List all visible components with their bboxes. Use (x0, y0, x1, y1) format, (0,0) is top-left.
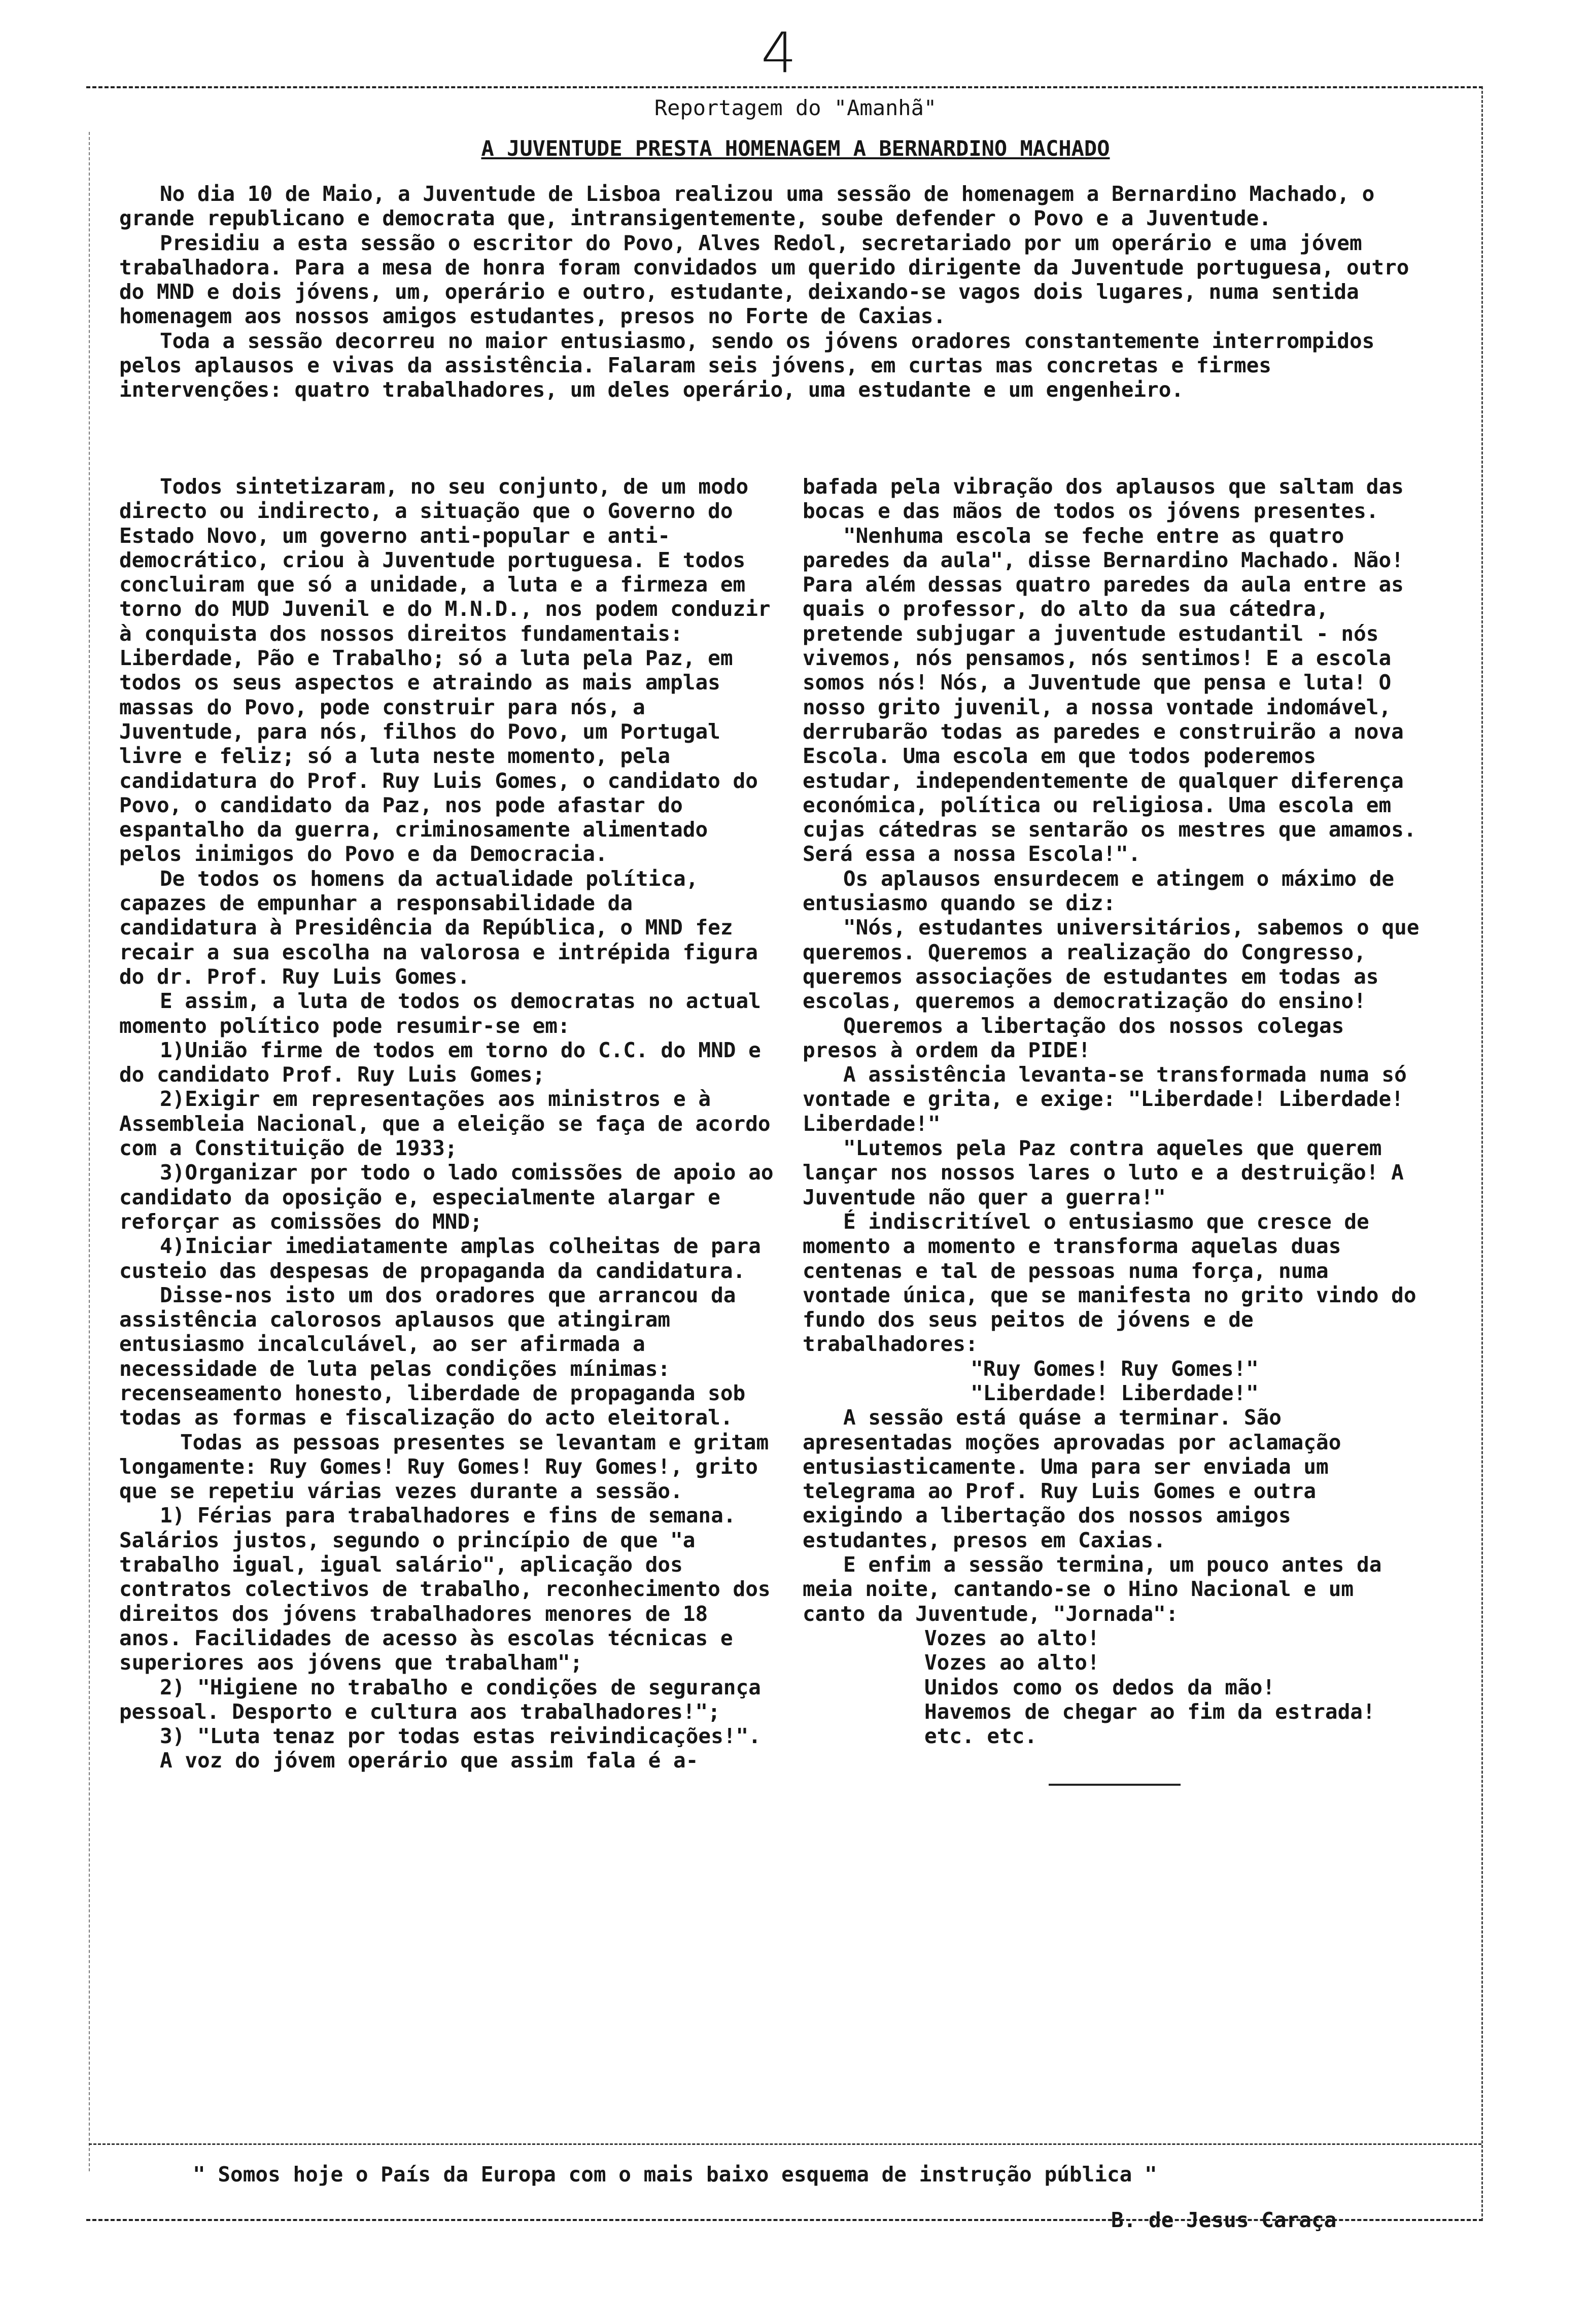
paragraph: E assim, a luta de todos os democratas no actual momento político pode resumir-se em: (119, 989, 761, 1038)
article-intro (119, 182, 1438, 402)
list-item: 3)Organizar por todo o lado comissões de apoio ao candidato da oposição e, especialmente alargar e reforçar as comissões do MND; (119, 1160, 774, 1234)
article-kicker: Reportagem do "Amanhã" (654, 95, 937, 120)
demand-item: 2) "Higiene no trabalho e condições de segurança pessoal. Desporto e cultura aos trabalhadores!"; (119, 1675, 761, 1724)
intro-paragraph: Presidiu a esta sessão o escritor do Povo, Alves Redol, secretariado por um operário e uma jóvem trabalhadora. Para a mesa de honra foram convidados um querido dirigente da Juventude portuguesa, outro do MND e dois jóvens, um, operário e outro, estudante, deixando-se vagos dois lugares, numa sentida homenagem aos nossos amigos estudantes, presos no Forte de Caxias. (119, 230, 1409, 329)
slogan-line: "Ruy Gomes! Ruy Gomes!" (971, 1356, 1259, 1381)
article-headline: A JUVENTUDE PRESTA HOMENAGEM A BERNARDINO MACHADO (481, 136, 1110, 161)
footer-author: B. de Jesus Caraça (1111, 2208, 1337, 2232)
end-rule (1049, 1784, 1181, 1786)
paragraph: A voz do jóvem operário que assim fala é a- (160, 1748, 699, 1773)
slogan-line: "Liberdade! Liberdade!" (971, 1380, 1259, 1405)
verse-line: Vozes ao alto! (924, 1625, 1100, 1650)
paragraph: A assistência levanta-se transformada numa só vontade e grita, e exige: "Liberdade! Liberdade! Liberdade!" (803, 1062, 1407, 1136)
list-item: 1)União firme de todos em torno do C.C. do MND e do candidato Prof. Ruy Luis Gomes; (119, 1037, 761, 1087)
paragraph: "Lutemos pela Paz contra aqueles que querem lançar nos nossos lares o luto e a destruição! A Juventude não quer a guerra!" (803, 1136, 1404, 1209)
slogans (803, 1357, 1427, 1406)
paragraph: É indiscritível o entusiasmo que cresce de momento a momento e transforma aquelas duas centenas e tal de pessoas numa força, numa vontade única, que se manifesta no grito vindo do fundo dos seus peitos de jóvens e de trabalhadores: (803, 1209, 1416, 1357)
footer-quote: " Somos hoje o País da Europa com o mais baixo esquema de instrução pública " (193, 2162, 1157, 2187)
paragraph: Queremos a libertação dos nossos colegas presos à ordem da PIDE! (803, 1013, 1344, 1062)
paragraph: "Nenhuma escola se feche entre as quatro paredes da aula", disse Bernardino Machado. Não! Para além dessas quatro paredes da aula entre as quais o professor, do alto da sua cátedra, pretende subjugar a juventude estudantil - nós vivemos, nós pensamos, nós sentimos! E a escola somos nós! Nós, a Juventude que pensa e luta! O nosso grito juvenil, a nossa vontade indomável, derrubarão todas as paredes e construirão a nova Escola. Uma escola em que todos poderemos estudar, independentemente de qualquer diferença económica, política ou religiosa. Uma escola em cujas cátedras se sentarão os mestres que amamos. Será essa a nossa Escola!". (803, 523, 1416, 866)
verse-line: Unidos como os dedos da mão! (924, 1675, 1275, 1699)
paragraph: Disse-nos isto um dos oradores que arrancou da assistência calorosos aplausos que atingiram entusiasmo incalculável, ao ser afirmada a necessidade de luta pelas condições mínimas: recenseamento honesto, liberdade de propaganda sob todas as formas e fiscalização do acto eleitoral. (119, 1282, 746, 1430)
list-item: 2)Exigir em representações aos ministros e à Assembleia Nacional, que a eleição se faça de acordo com a Constituição de 1933; (119, 1087, 771, 1161)
paragraph: De todos os homens da actualidade política, capazes de empunhar a responsabilidade da candidatura à Presidência da República, o MND fez recair a sua escolha na valorosa e intrépida figura do dr. Prof. Ruy Luis Gomes. (119, 866, 758, 989)
paragraph: Todos sintetizaram, no seu conjunto, de um modo directo ou indirecto, a situação que o Governo do Estado Novo, um governo anti-popular e anti-democrático, criou à Juventude portuguesa. E todos concluiram que só a unidade, a luta e a firmeza em torno do MUD Juvenil e do M.N.D., nos podem conduzir à conquista dos nossos direitos fundamentais: Liberdade, Pão e Trabalho; só a luta pela Paz, em todos os seus aspectos e atraindo as mais amplas massas do Povo, pode construir para nós, a Juventude, para nós, filhos do Povo, um Portugal livre e feliz; só a luta neste momento, pela candidatura do Prof. Ruy Luis Gomes, o candidato do Povo, o candidato da Paz, nos pode afastar do espantalho da guerra, criminosamente alimentado pelos inimigos do Povo e da Democracia. (119, 474, 771, 866)
frame-left-border (89, 132, 90, 2171)
footer-divider (89, 2143, 1481, 2145)
paragraph: Todas as pessoas presentes se levantam e gritam longamente: Ruy Gomes! Ruy Gomes! Ruy Gomes!, grito que se repetiu várias vezes durante a sessão. (119, 1430, 769, 1504)
verse-line: Vozes ao alto! (924, 1650, 1100, 1675)
verse-line: Havemos de chegar ao fim da estrada! etc. etc. (924, 1699, 1375, 1749)
list-item: 4)Iniciar imediatamente amplas colheitas de para custeio das despesas de propaganda da candidatura. (119, 1234, 761, 1283)
demand-item: 1) Férias para trabalhadores e fins de semana. Salários justos, segundo o princípio de que "a trabalho igual, igual salário", aplicação dos contratos colectivos de trabalho, reconhecimento dos direitos dos jóvens trabalhadores menores de 18 anos. Facilidades de acesso às escolas técnicas e superiores aos jóvens que trabalham"; (119, 1503, 771, 1675)
left-column (119, 474, 779, 1773)
intro-paragraph: Toda a sessão decorreu no maior entusiasmo, sendo os jóvens oradores constantemente interrompidos pelos aplausos e vivas da assistência. Falaram seis jóvens, em curtas mas concretas e firmes intervenções: quatro trabalhadores, um deles operário, uma estudante e um engenheiro. (119, 328, 1375, 402)
song-verse (803, 1626, 1427, 1748)
paragraph: "Nós, estudantes universitários, sabemos o que queremos. Queremos a realização do Congresso, queremos associações de estudantes em todas as escolas, queremos a democratização do ensino! (803, 915, 1420, 1014)
demand-item: 3) "Luta tenaz por todas estas reivindicações!". (160, 1724, 761, 1749)
page-number: 4 (761, 20, 797, 85)
intro-paragraph: No dia 10 de Maio, a Juventude de Lisboa realizou uma sessão de homenagem a Bernardino Machado, o grande republicano e democrata que, intransigentemente, soube defender o Povo e a Juventude. (119, 182, 1375, 231)
paragraph: E enfim a sessão termina, um pouco antes da meia noite, cantando-se o Hino Nacional e um canto da Juventude, "Jornada": (803, 1552, 1382, 1626)
paragraph: A sessão está quáse a terminar. São apresentadas moções aprovadas por aclamação entusiasticamente. Uma para ser enviada um telegrama ao Prof. Ruy Luis Gomes e outra exigindo a libertação dos nossos amigos estudantes, presos em Caxias. (803, 1405, 1341, 1552)
paragraph: bafada pela vibração dos aplausos que saltam das bocas e das mãos de todos os jóvens presentes. (803, 474, 1404, 524)
paragraph: Os aplausos ensurdecem e atingem o máximo de entusiasmo quando se diz: (803, 866, 1395, 916)
right-column (803, 474, 1427, 1786)
